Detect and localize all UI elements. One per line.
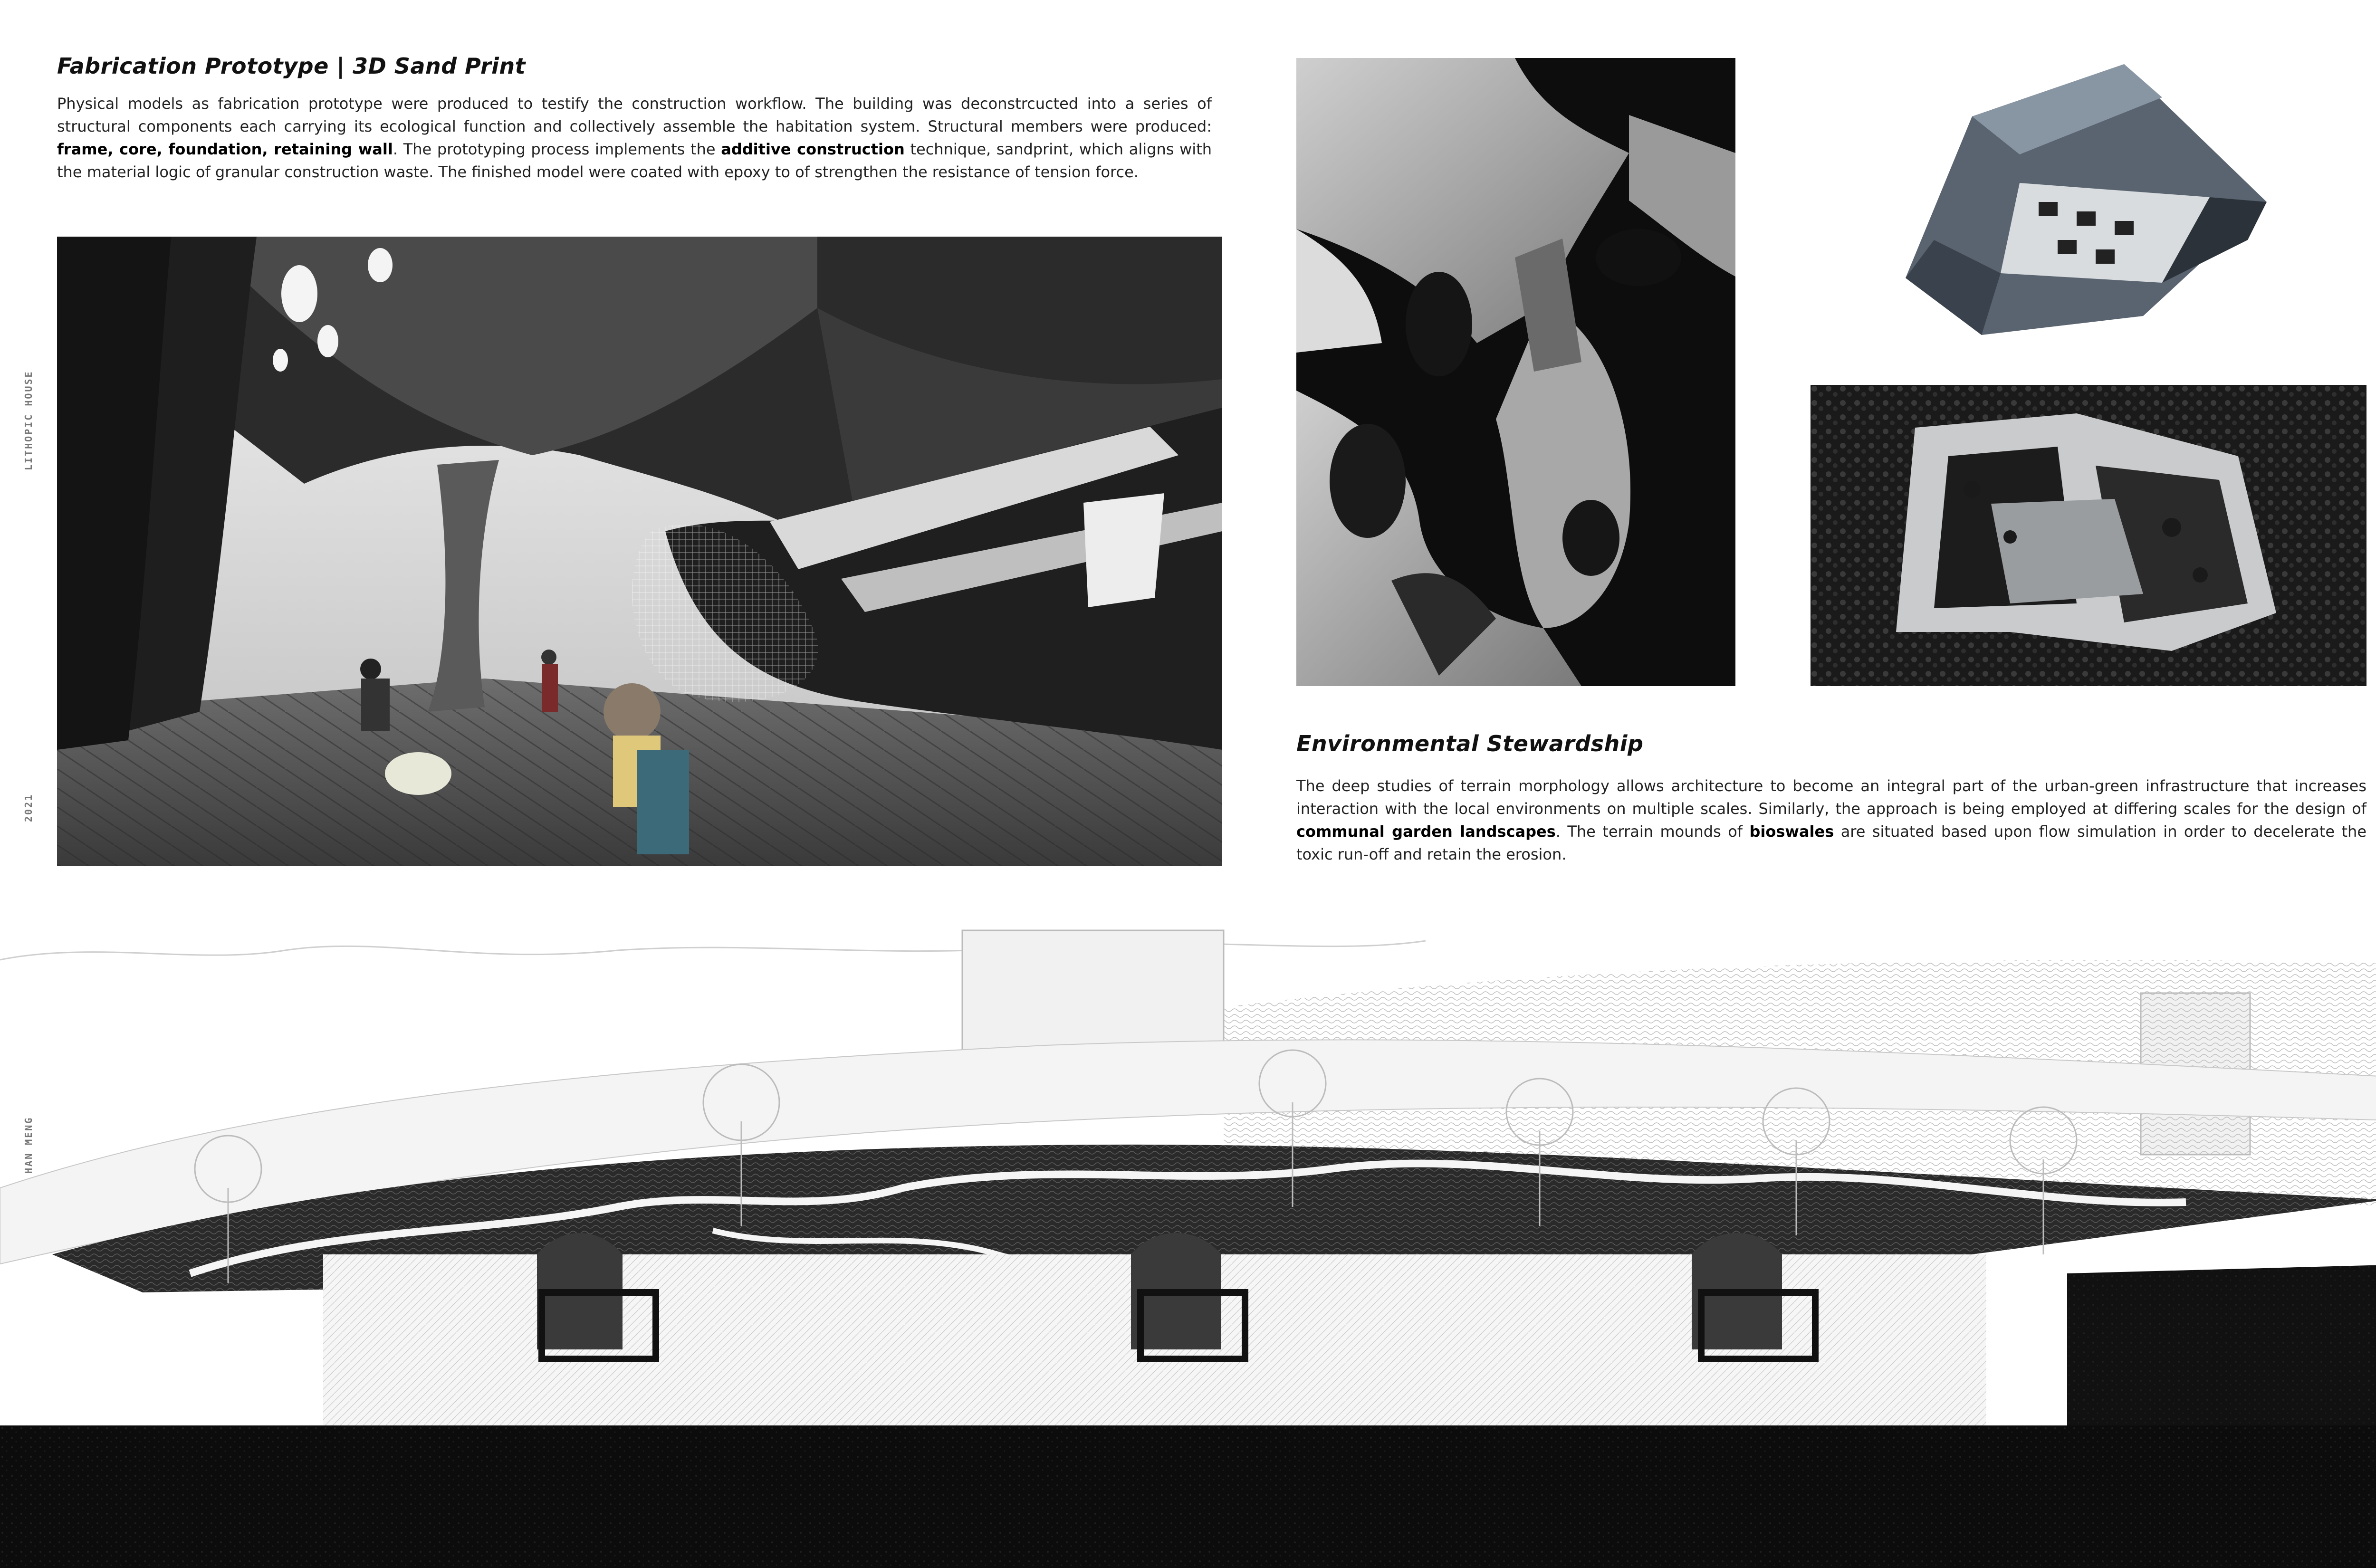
fabrication-text-1: Physical models as fabrication prototype were produced to testify the construction workflow. The building was deconstrcucted into a series of structural components each carrying its ecological function and collectively assemble the habitation system. Structural members were produced:	[57, 95, 1212, 135]
interior-render-image	[57, 237, 1222, 866]
fabrication-paragraph	[57, 92, 1212, 183]
environment-bold-1: communal garden landscapes	[1296, 822, 1556, 841]
fabrication-bold-2: additive construction	[721, 140, 905, 158]
environment-text-1: The deep studies of terrain morphology allows architecture to become an integral part of the urban-green infrastructure that increases interaction with the local environments on multiple scales. Similarly, the approach is being employed at differing scales for the design of	[1296, 777, 2366, 818]
environment-paragraph	[1296, 774, 2366, 866]
model-closeup-image	[1296, 58, 1735, 686]
fabrication-text-3: technique, sandprint, which aligns with the material logic of granular construction waste. The finished model were coated with epoxy to of strengthen the resistance of tension force.	[57, 140, 1212, 181]
fabrication-text-2: . The prototyping process implements the	[393, 140, 721, 158]
fabrication-bold-1: frame, core, foundation, retaining wall	[57, 140, 393, 158]
side-label-left-bottom: HAN MENG	[23, 1116, 34, 1174]
fabrication-heading: Fabrication Prototype | 3D Sand Print	[57, 53, 526, 79]
side-label-left-top: LITHOPIC HOUSE	[23, 370, 34, 470]
environment-heading: Environmental Stewardship	[1296, 731, 1644, 756]
environment-text-2: . The terrain mounds of	[1555, 822, 1750, 841]
environment-text-3: are situated based upon flow simulation in order to decelerate the toxic run-off and retain the erosion.	[1296, 822, 2367, 863]
environment-bold-2: bioswales	[1749, 822, 1834, 841]
model-fragment-image	[1877, 59, 2281, 335]
side-label-left-mid: 2021	[23, 793, 34, 822]
site-section-drawing	[0, 922, 2376, 1568]
outdoor-model-image	[1811, 385, 2366, 686]
